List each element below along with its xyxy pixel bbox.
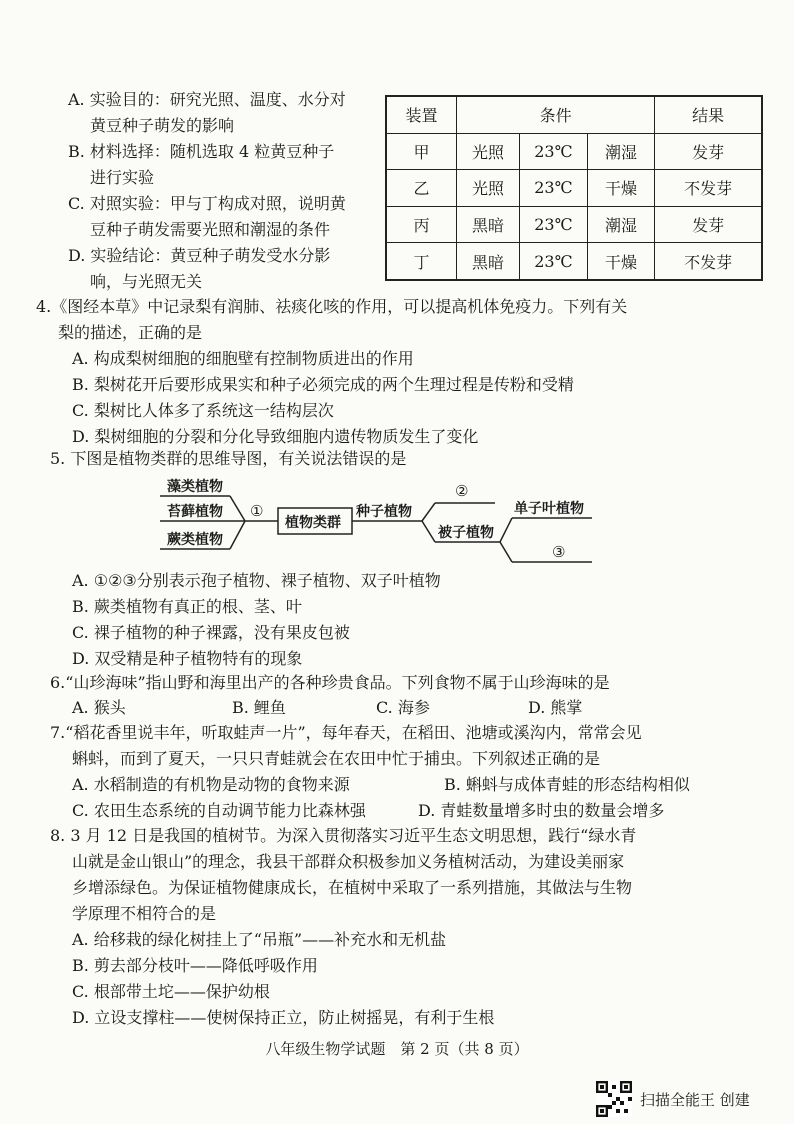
q4-option-c: C. 梨树比人体多了系统这一结构层次 [72,401,334,420]
mm-moss: 苔藓植物 [167,504,223,520]
cell-light: 黑暗 [457,243,520,280]
q5-option-c: C. 裸子植物的种子裸露，没有果皮包被 [72,623,350,642]
q7-option-c: C. 农田生态系统的自动调节能力比森林强 [72,801,366,820]
cell-device: 丁 [386,243,457,280]
q6-option-c: C. 海参 [376,698,430,717]
q8-option-b: B. 剪去部分枝叶——降低呼吸作用 [72,956,318,975]
q3-option-d-cont: 响，与光照无关 [90,272,203,291]
cell-result: 不发芽 [655,243,762,280]
scanner-badge [596,1081,750,1117]
q8-option-c: C. 根部带土坨——保护幼根 [72,982,270,1001]
q8-option-d: D. 立设支撑柱——使树保持正立，防止树摇晃，有利于生根 [72,1008,495,1027]
mm-label-2: ② [455,482,469,500]
q4-option-b: B. 梨树花开后要形成果实和种子必须完成的两个生理过程是传粉和受精 [72,375,574,394]
mm-fern: 蕨类植物 [167,532,223,548]
q8-stem: 8. 3 月 12 日是我国的植树节。为深入贯彻落实习近平生态文明思想，践行“绿水青 [50,826,637,845]
q3-option-b: B. 材料选择：随机选取 4 粒黄豆种子 [68,142,335,161]
cell-result: 不发芽 [655,170,762,207]
cell-water: 潮湿 [587,133,655,170]
q3-option-c: C. 对照实验：甲与丁构成对照，说明黄 [68,194,346,213]
cell-light: 光照 [457,133,520,170]
table-row [386,170,762,207]
cell-temp: 23℃ [520,170,588,207]
mm-monocots: 单子叶植物 [514,501,584,517]
cell-device: 乙 [386,170,457,207]
q8-stem-cont-2: 乡增添绿色。为保证植物健康成长，在植树中采取了一系列措施，其做法与生物 [72,878,633,897]
mm-algae: 藻类植物 [167,479,223,495]
q3-option-a-cont: 黄豆种子萌发的影响 [90,116,235,135]
q3-option-d: D. 实验结论：黄豆种子萌发受水分影 [68,246,331,265]
cell-light: 黑暗 [457,206,520,243]
cell-water: 干燥 [587,170,655,207]
mm-angiosperms: 被子植物 [438,525,494,541]
q8-stem-cont-3: 学原理不相符合的是 [72,904,217,923]
q7-option-b: B. 蝌蚪与成体青蛙的形态结构相似 [444,775,690,794]
q4-stem-cont: 梨的描述，正确的是 [58,323,203,342]
q6-option-b: B. 鲤鱼 [232,698,286,717]
q4-stem: 4.《图经本草》中记录梨有润肺、祛痰化咳的作用，可以提高机体免疫力。下列有关 [36,297,628,316]
q5-option-a: A. ①②③分别表示孢子植物、裸子植物、双子叶植物 [72,571,441,590]
cell-device: 丙 [386,206,457,243]
table-row [386,133,762,170]
q3-option-c-cont: 豆种子萌发需要光照和潮湿的条件 [90,220,331,239]
cell-result: 发芽 [655,206,762,243]
mm-center: 植物类群 [285,515,341,531]
q5-stem: 5. 下图是植物类群的思维导图，有关说法错误的是 [50,449,407,468]
cell-water: 潮湿 [587,206,655,243]
table-header-condition: 条件 [457,96,655,133]
mm-label-3: ③ [552,543,566,561]
q7-option-d: D. 青蛙数量增多时虫的数量会增多 [418,801,665,820]
cell-temp: 23℃ [520,206,588,243]
qr-code-icon [596,1081,632,1117]
q3-option-b-cont: 进行实验 [90,168,155,187]
cell-light: 光照 [457,170,520,207]
q3-option-a: A. 实验目的：研究光照、温度、水分对 [68,90,346,109]
cell-result: 发芽 [655,133,762,170]
mm-label-1: ① [250,502,264,520]
table-header-result: 结果 [655,96,762,133]
q8-option-a: A. 给移栽的绿化树挂上了“吊瓶”——补充水和无机盐 [72,930,447,949]
page-footer: 八年级生物学试题 第 2 页（共 8 页） [265,1040,529,1058]
q5-option-b: B. 蕨类植物有真正的根、茎、叶 [72,597,302,616]
q6-option-d: D. 熊掌 [528,698,583,717]
q6-stem: 6.“山珍海味”指山野和海里出产的各种珍贵食品。下列食物不属于山珍海味的是 [50,673,610,692]
q7-option-a: A. 水稻制造的有机物是动物的食物来源 [72,775,350,794]
scanner-badge-text: 扫描全能王 创建 [640,1090,750,1109]
cell-water: 干燥 [587,243,655,280]
q7-stem: 7.“稻花香里说丰年，听取蛙声一片”，每年春天，在稻田、池塘或溪沟内，常常会见 [50,723,642,742]
cell-temp: 23℃ [520,243,588,280]
q4-option-d: D. 梨树细胞的分裂和分化导致细胞内遗传物质发生了变化 [72,427,479,446]
q7-stem-cont: 蝌蚪，而到了夏天，一只只青蛙就会在农田中忙于捕虫。下列叙述正确的是 [72,749,601,768]
q4-option-a: A. 构成梨树细胞的细胞壁有控制物质进出的作用 [72,349,414,368]
plant-mind-map [150,470,610,570]
q6-option-a: A. 猴头 [72,698,126,717]
q8-stem-cont-1: 山就是金山银山”的理念，我县干部群众积极参加义务植树活动，为建设美丽家 [72,852,625,871]
table-row [386,243,762,280]
cell-temp: 23℃ [520,133,588,170]
experiment-table [385,95,763,281]
table-row [386,206,762,243]
table-header-device: 装置 [386,96,457,133]
cell-device: 甲 [386,133,457,170]
mm-seed-plants: 种子植物 [356,504,412,520]
q5-option-d: D. 双受精是种子植物特有的现象 [72,649,303,668]
